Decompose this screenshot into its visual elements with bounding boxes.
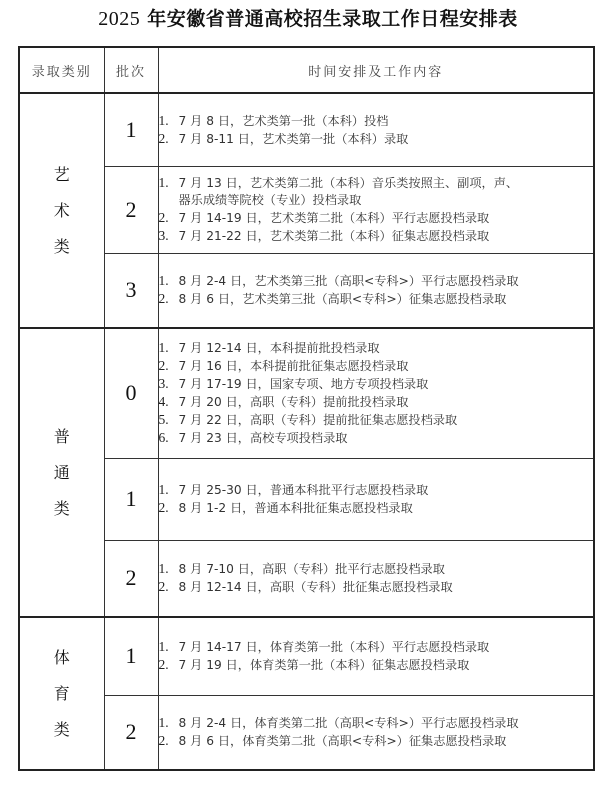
content-cell [158, 617, 594, 695]
table-row [19, 617, 594, 695]
item-text: 8 月 7-10 日，高职（专科）批平行志愿投档录取 [178, 562, 445, 577]
list-item [159, 732, 594, 750]
item-text: 7 月 25-30 日，普通本科批平行志愿投档录取 [178, 483, 429, 497]
list-item [159, 112, 594, 130]
list-item [159, 393, 594, 411]
list-item [159, 130, 594, 148]
item-number: 2. [158, 733, 169, 749]
page-title [0, 4, 616, 31]
header-batch: 批次 [104, 47, 158, 93]
table-row [19, 253, 594, 328]
item-text: 8 月 2-4 日，艺术类第三批（高职<专科>）平行志愿投档录取 [178, 274, 519, 289]
batch-cell: 2 [104, 540, 158, 617]
table-row [19, 166, 594, 253]
item-number: 1. [158, 561, 169, 577]
item-text: 7 月 8-11 日，艺术类第一批（本科）录取 [178, 131, 409, 146]
item-text: 7 月 14-19 日，艺术类第二批（本科）平行志愿投档录取 [178, 211, 490, 225]
content-cell [158, 253, 594, 328]
item-text: 7 月 23 日，高校专项投档录取 [178, 431, 348, 446]
item-text: 7 月 12-14 日，本科提前批投档录取 [178, 341, 380, 356]
header-row [19, 47, 594, 93]
batch-cell: 0 [104, 328, 158, 458]
header-category: 录取类别 [19, 47, 104, 93]
list-item-continuation [159, 192, 594, 209]
list-item [159, 638, 594, 656]
item-text: 8 月 2-4 日，体育类第二批（高职<专科>）平行志愿投档录取 [178, 716, 519, 731]
item-number: 2. [158, 358, 169, 374]
category-char: 育 [53, 683, 70, 703]
list-item [159, 656, 594, 674]
content-cell [158, 458, 594, 540]
list-item [159, 714, 594, 732]
item-number: 2. [158, 579, 169, 595]
category-char: 普 [53, 426, 70, 446]
item-text: 7 月 16 日，本科提前批征集志愿投档录取 [178, 359, 409, 374]
category-char: 术 [53, 200, 70, 220]
item-text: 7 月 8 日，艺术类第一批（本科）投档 [178, 113, 389, 128]
category-cell-general [19, 328, 104, 617]
item-number: 2. [158, 130, 169, 146]
list-item [159, 411, 594, 429]
item-number: 1. [158, 482, 169, 497]
item-number: 2. [158, 291, 169, 307]
table-row [19, 328, 594, 458]
category-char: 类 [53, 719, 70, 739]
batch-cell: 1 [104, 617, 158, 695]
list-item [159, 290, 594, 308]
item-text: 8 月 12-14 日，高职（专科）批征集志愿投档录取 [178, 580, 453, 595]
item-number: 1. [158, 273, 169, 289]
category-char: 类 [53, 498, 70, 518]
item-number: 6. [158, 430, 169, 446]
item-number: 2. [158, 210, 169, 225]
table-row [19, 540, 594, 617]
item-text: 7 月 13 日，艺术类第二批（本科）音乐类按照主、副项，声、 [178, 176, 519, 190]
item-number: 4. [158, 394, 169, 410]
item-number: 3. [158, 376, 169, 392]
item-text: 7 月 22 日，高职（专科）提前批征集志愿投档录取 [178, 413, 458, 428]
list-item [159, 357, 594, 375]
batch-cell: 1 [104, 458, 158, 540]
content-cell [158, 93, 594, 166]
item-number: 3. [158, 228, 169, 243]
list-item [159, 578, 594, 596]
item-text: 8 月 1-2 日，普通本科批征集志愿投档录取 [178, 501, 413, 515]
item-number: 1. [158, 715, 169, 731]
item-number: 5. [158, 412, 169, 428]
item-text: 7 月 20 日，高职（专科）提前批投档录取 [178, 395, 409, 410]
item-text: 7 月 19 日，体育类第一批（本科）征集志愿投档录取 [178, 658, 470, 673]
content-cell [158, 695, 594, 770]
item-number: 1. [158, 639, 169, 655]
content-cell [158, 166, 594, 253]
item-text: 7 月 21-22 日，艺术类第二批（本科）征集志愿投档录取 [178, 229, 490, 243]
title-text: 年安徽省普通高校招生录取工作日程安排表 [140, 8, 518, 30]
category-char: 通 [53, 462, 70, 482]
table-row [19, 458, 594, 540]
category-char: 体 [53, 647, 70, 667]
list-item [159, 209, 594, 227]
title-year: 2025 [98, 8, 141, 30]
list-item [159, 227, 594, 245]
category-char: 类 [53, 236, 70, 256]
list-item [159, 375, 594, 393]
header-content: 时间安排及工作内容 [158, 47, 594, 93]
content-cell [158, 328, 594, 458]
item-text-continuation: 器乐成绩等院校（专业）投档录取 [178, 193, 362, 207]
item-number: 1. [158, 175, 169, 190]
item-text: 8 月 6 日，艺术类第三批（高职<专科>）征集志愿投档录取 [178, 292, 507, 307]
list-item [159, 272, 594, 290]
batch-cell: 3 [104, 253, 158, 328]
list-item [159, 499, 594, 517]
table-row [19, 93, 594, 166]
list-item [159, 481, 594, 499]
batch-cell: 2 [104, 695, 158, 770]
category-cell-sports [19, 617, 104, 770]
batch-cell: 1 [104, 93, 158, 166]
category-char: 艺 [53, 164, 70, 184]
content-cell [158, 540, 594, 617]
schedule-table [18, 46, 595, 771]
category-cell-art [19, 93, 104, 328]
item-text: 7 月 17-19 日，国家专项、地方专项投档录取 [178, 377, 429, 392]
item-text: 7 月 14-17 日，体育类第一批（本科）平行志愿投档录取 [178, 640, 490, 655]
list-item [159, 429, 594, 447]
item-number: 1. [158, 112, 169, 128]
batch-cell: 2 [104, 166, 158, 253]
list-item [159, 560, 594, 578]
list-item [159, 339, 594, 357]
item-number: 1. [158, 340, 169, 356]
item-text: 8 月 6 日，体育类第二批（高职<专科>）征集志愿投档录取 [178, 734, 507, 749]
item-number: 2. [158, 657, 169, 673]
item-number: 2. [158, 500, 169, 515]
table-row [19, 695, 594, 770]
list-item [159, 174, 594, 192]
